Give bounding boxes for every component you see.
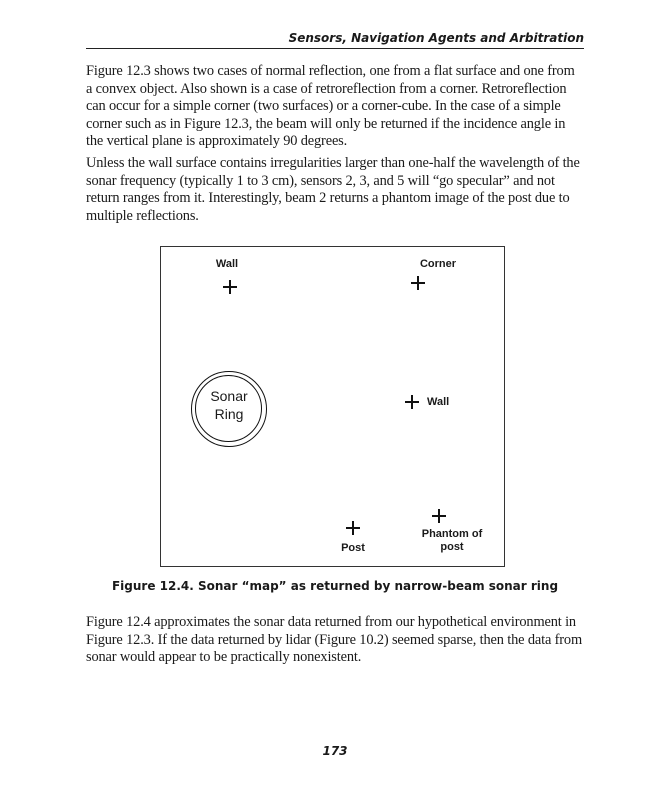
page-number: 173: [322, 744, 348, 758]
sonar-map-figure: [160, 246, 505, 567]
sonar-return-phantom: [432, 509, 446, 523]
label-post: Post: [341, 542, 365, 554]
sonar-return-corner: [411, 276, 425, 290]
sonar-return-wall-right: [405, 395, 419, 409]
sonar-ring-label: [191, 387, 267, 423]
label-phantom-of-post: Phantom of post: [421, 528, 483, 553]
paragraph-3: Figure 12.4 approximates the sonar data returned from our hypothetical environment in Figure 12.3. If the data returned by lidar (Figure 10.2) seemed sparse, then the data from sonar would appear to be practically nonexistent.: [86, 614, 583, 665]
running-title: Sensors, Navigation Agents and Arbitration: [288, 31, 584, 45]
label-corner: Corner: [419, 258, 457, 270]
sonar-return-wall-top: [223, 280, 237, 294]
label-wall-right: Wall: [427, 396, 450, 408]
header-rule: [86, 48, 584, 49]
sonar-ring-label-line2: Ring: [214, 406, 244, 422]
paragraph-1: Figure 12.3 shows two cases of normal reflection, one from a flat surface and one from a convex object. Also shown is a case of retroreflection from a corner. Retroreflection can occur for a simple corner (two surfaces) or a corner-cube. In the case of a simple corner such as in Figure 12.3, the beam will only be returned if the incidence angle in the vertical plane is approximately 90 degrees.: [86, 63, 575, 149]
sonar-return-post: [346, 521, 360, 535]
sonar-ring-label-line1: Sonar: [210, 388, 248, 404]
paragraph-2: Unless the wall surface contains irregularities larger than one-half the wavelength of the sonar frequency (typically 1 to 3 cm), sensors 2, 3, and 5 will “go specular” and not return ranges from it. Interestingly, beam 2 returns a phantom image of the post due to multiple reflections.: [86, 155, 580, 224]
label-wall-top: Wall: [215, 258, 239, 270]
figure-caption: Figure 12.4. Sonar “map” as returned by narrow-beam sonar ring: [111, 579, 559, 593]
